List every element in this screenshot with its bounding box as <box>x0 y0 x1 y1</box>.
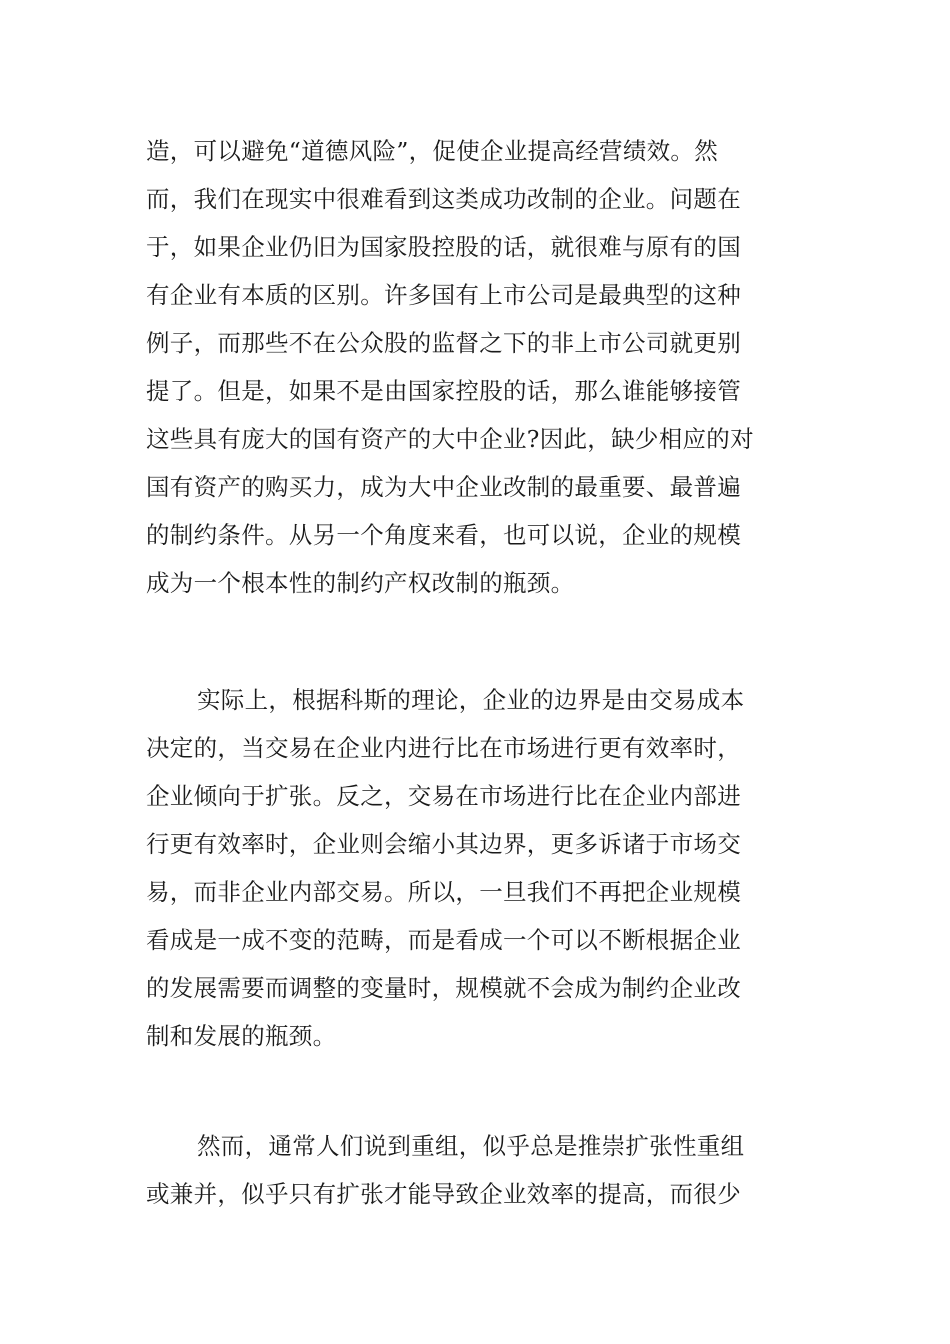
paragraph-line: 造，可以避免“道德风险”，促使企业提高经营绩效。然 <box>146 137 719 165</box>
paragraph-line: 行更有效率时，企业则会缩小其边界，更多诉诸于市场交 <box>146 830 741 858</box>
paragraph-line: 于，如果企业仍旧为国家股控股的话，就很难与原有的国 <box>146 233 741 261</box>
paragraph-line: 的制约条件。从另一个角度来看，也可以说，企业的规模 <box>146 521 741 549</box>
paragraph-line: 成为一个根本性的制约产权改制的瓶颈。 <box>146 569 575 597</box>
paragraph-line: 这些具有庞大的国有资产的大中企业?因此，缺少相应的对 <box>146 425 754 453</box>
paragraph-line: 企业倾向于扩张。反之，交易在市场进行比在企业内部进 <box>146 782 741 810</box>
paragraph-line: 有企业有本质的区别。许多国有上市公司是最典型的这种 <box>146 281 741 309</box>
paragraph-line: 实际上，根据科斯的理论，企业的边界是由交易成本 <box>197 686 745 714</box>
paragraph-line: 易，而非企业内部交易。所以，一旦我们不再把企业规模 <box>146 878 741 906</box>
paragraph-line: 例子，而那些不在公众股的监督之下的非上市公司就更别 <box>146 329 741 357</box>
paragraph-line: 然而，通常人们说到重组，似乎总是推崇扩张性重组 <box>197 1132 745 1160</box>
paragraph-line: 决定的，当交易在企业内进行比在市场进行更有效率时， <box>146 734 741 762</box>
paragraph-line: 或兼并，似乎只有扩张才能导致企业效率的提高，而很少 <box>146 1180 741 1208</box>
paragraph-line: 制和发展的瓶颈。 <box>146 1022 337 1050</box>
paragraph-line: 提了。但是，如果不是由国家控股的话，那么谁能够接管 <box>146 377 741 405</box>
paragraph-line: 国有资产的购买力，成为大中企业改制的最重要、最普遍 <box>146 473 741 501</box>
paragraph-line: 看成是一成不变的范畴，而是看成一个可以不断根据企业 <box>146 926 741 954</box>
paragraph-line: 的发展需要而调整的变量时，规模就不会成为制约企业改 <box>146 974 741 1002</box>
paragraph-line: 而，我们在现实中很难看到这类成功改制的企业。问题在 <box>146 185 741 213</box>
